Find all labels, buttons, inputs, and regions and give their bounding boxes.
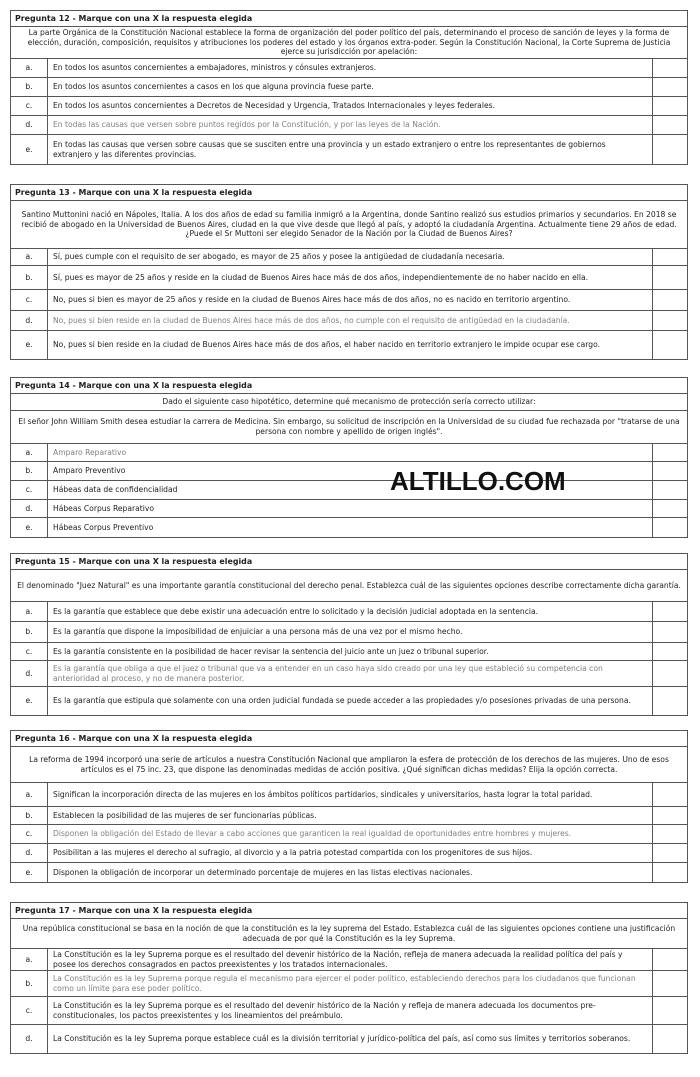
question-statement: El señor John William Smith desea estudiar la carrera de Medicina. Sin embargo, su solicitud de inscripción en la Universidad de su ciudad fue rechazada por "tratarse de una persona con nombre y apellido de origen inglés". <box>11 411 687 444</box>
option-text: En todos los asuntos concernientes a Decretos de Necesidad y Urgencia, Tratados Internacionales y leyes federales. <box>48 97 653 115</box>
option-text: Amparo Preventivo <box>48 462 653 480</box>
answer-option[interactable] <box>11 135 687 164</box>
answer-option[interactable] <box>11 1025 687 1053</box>
answer-checkbox[interactable] <box>653 116 687 134</box>
answer-option[interactable] <box>11 807 687 825</box>
option-letter: e. <box>11 135 48 164</box>
answer-option[interactable] <box>11 622 687 643</box>
altillo-watermark: ALTILLO.COM <box>390 466 566 496</box>
answer-option[interactable] <box>11 783 687 807</box>
option-text: La Constitución es la ley Suprema porque regula el mecanismo para ejercer el poder político, estableciendo derechos para los ciudadanos que funcionan como un límite para ese poder político. <box>48 971 653 996</box>
option-text: Es la garantía que obliga a que el juez o tribunal que va a entender en un caso haya sido creado por una ley que estableció su competencia con anterioridad al proceso, y no de manera posterior. <box>48 661 653 686</box>
option-text: Sí, pues cumple con el requisito de ser abogado, es mayor de 25 años y posee la antigüedad de ciudadanía necesaria. <box>48 249 653 265</box>
answer-checkbox[interactable] <box>653 462 687 480</box>
option-text: Es la garantía que establece que debe existir una adecuación entre lo solicitado y la decisión judicial adoptada en la sentencia. <box>48 602 653 621</box>
option-text: Hábeas data de confidencialidad <box>48 481 653 499</box>
option-letter: a. <box>11 444 48 461</box>
option-letter: b. <box>11 807 48 824</box>
question-block <box>10 184 688 360</box>
option-text: Significan la incorporación directa de las mujeres en los ámbitos políticos partidarios, sindicales y universitarios, hasta lograr la total paridad. <box>48 783 653 806</box>
answer-option[interactable] <box>11 602 687 622</box>
option-letter: b. <box>11 78 48 96</box>
answer-option[interactable] <box>11 825 687 844</box>
option-letter: b. <box>11 622 48 642</box>
option-letter: c. <box>11 97 48 115</box>
answer-option[interactable] <box>11 844 687 863</box>
answer-option[interactable] <box>11 462 687 481</box>
option-text: Hábeas Corpus Preventivo <box>48 518 653 537</box>
answer-option[interactable] <box>11 97 687 116</box>
option-text: La Constitución es la ley Suprema porque establece cuál es la división territorial y jurídico-política del país, así como sus límites y territorios soberanos. <box>48 1025 653 1053</box>
answer-option[interactable] <box>11 949 687 971</box>
answer-option[interactable] <box>11 661 687 687</box>
answer-checkbox[interactable] <box>653 97 687 115</box>
answer-option[interactable] <box>11 444 687 462</box>
question-block <box>10 553 688 716</box>
option-letter: d. <box>11 116 48 134</box>
answer-checkbox[interactable] <box>653 643 687 660</box>
answer-option[interactable] <box>11 518 687 537</box>
option-text: En todos los asuntos concernientes a embajadores, ministros y cónsules extranjeros. <box>48 59 653 77</box>
answer-checkbox[interactable] <box>653 971 687 996</box>
answer-checkbox[interactable] <box>653 949 687 970</box>
question-block <box>10 902 688 1054</box>
option-letter: d. <box>11 661 48 686</box>
answer-checkbox[interactable] <box>653 311 687 330</box>
option-letter: c. <box>11 997 48 1024</box>
option-text: Establecen la posibilidad de las mujeres de ser funcionarias públicas. <box>48 807 653 824</box>
option-text: Hábeas Corpus Reparativo <box>48 500 653 517</box>
option-text: Es la garantía que estipula que solamente con una orden judicial fundada se puede acceder a las propiedades y/o posesiones privadas de una persona. <box>48 687 653 715</box>
answer-checkbox[interactable] <box>653 622 687 642</box>
answer-checkbox[interactable] <box>653 863 687 882</box>
option-letter: d. <box>11 1025 48 1053</box>
question-title: Pregunta 15 - Marque con una X la respuesta elegida <box>11 554 687 570</box>
question-statement: La parte Orgánica de la Constitución Nacional establece la forma de organización del poder político del país, determinando el proceso de sanción de leyes y la forma de elección, duración, composición, requisitos y atribuciones los poderes del estado y los órganos extra-poder. Según la Constitución Nacional, la Corte Suprema de Justicia ejerce su jurisdicción por apelación: <box>11 27 687 59</box>
question-block <box>10 10 688 165</box>
question-statement: La reforma de 1994 incorporó una serie de artículos a nuestra Constitución Nacional que ampliaron la esfera de protección de los derechos de las mujeres. Uno de esos artículos es el 75 inc. 23, que dispone las denominadas medidas de acción positiva. ¿Qué significan dichas medidas? Elija la opción correcta. <box>11 747 687 783</box>
option-letter: c. <box>11 643 48 660</box>
answer-option[interactable] <box>11 249 687 266</box>
answer-checkbox[interactable] <box>653 825 687 843</box>
option-letter: d. <box>11 311 48 330</box>
answer-checkbox[interactable] <box>653 331 687 359</box>
answer-checkbox[interactable] <box>653 266 687 289</box>
option-text: Es la garantía que dispone la imposibilidad de enjuiciar a una persona más de una vez por el mismo hecho. <box>48 622 653 642</box>
answer-checkbox[interactable] <box>653 687 687 715</box>
question-block <box>10 377 688 538</box>
option-letter: e. <box>11 331 48 359</box>
option-text: Sí, pues es mayor de 25 años y reside en la ciudad de Buenos Aires hace más de dos años, independientemente de no haber nacido en ella. <box>48 266 653 289</box>
answer-checkbox[interactable] <box>653 518 687 537</box>
answer-checkbox[interactable] <box>653 78 687 96</box>
answer-checkbox[interactable] <box>653 481 687 499</box>
answer-checkbox[interactable] <box>653 444 687 461</box>
question-title: Pregunta 17 - Marque con una X la respuesta elegida <box>11 903 687 919</box>
answer-option[interactable] <box>11 971 687 997</box>
option-text: No, pues si bien reside en la ciudad de Buenos Aires hace más de dos años, el haber nacido en territorio extranjero le impide ocupar ese cargo. <box>48 331 653 359</box>
answer-checkbox[interactable] <box>653 997 687 1024</box>
question-statement: Dado el siguiente caso hipotético, determine qué mecanismo de protección sería correcto utilizar: <box>11 394 687 411</box>
answer-option[interactable] <box>11 500 687 518</box>
answer-option[interactable] <box>11 863 687 882</box>
question-statement: Santino Muttonini nació en Nápoles, Italia. A los dos años de edad su familia inmigró a la Argentina, donde Santino realizó sus estudios primarios y secundarios. En 2018 se recibió de abogado en la Universidad de Buenos Aires, ciudad en la que vive desde que llegó al país, y adoptó la ciudadanía Argentina. Actualmente tiene 29 años de edad. ¿Puede el Sr Muttoni ser elegido Senador de la Nación por la Ciudad de Buenos Aires? <box>11 201 687 249</box>
answer-option[interactable] <box>11 116 687 135</box>
option-text: No, pues si bien es mayor de 25 años y reside en la ciudad de Buenos Aires hace más de dos años, no es nacido en territorio argentino. <box>48 290 653 310</box>
answer-option[interactable] <box>11 311 687 331</box>
option-letter: b. <box>11 462 48 480</box>
option-letter: a. <box>11 249 48 265</box>
question-title: Pregunta 13 - Marque con una X la respuesta elegida <box>11 185 687 201</box>
option-letter: d. <box>11 500 48 517</box>
answer-option[interactable] <box>11 997 687 1025</box>
question-statement: Una república constitucional se basa en la noción de que la constitución es la ley suprema del Estado. Establezca cuál de las siguientes opciones contiene una justificación adecuada de por qué la Constitución es la ley Suprema. <box>11 919 687 949</box>
option-text: En todos los asuntos concernientes a casos en los que alguna provincia fuese parte. <box>48 78 653 96</box>
question-title: Pregunta 12 - Marque con una X la respuesta elegida <box>11 11 687 27</box>
answer-option[interactable] <box>11 266 687 290</box>
option-letter: a. <box>11 949 48 970</box>
option-letter: a. <box>11 602 48 621</box>
question-statement: El denominado "Juez Natural" es una importante garantía constitucional del derecho penal. Establezca cuál de las siguientes opciones describe correctamente dicha garantía. <box>11 570 687 602</box>
option-letter: c. <box>11 481 48 499</box>
question-block <box>10 730 688 883</box>
option-letter: b. <box>11 266 48 289</box>
answer-option[interactable] <box>11 290 687 311</box>
option-text: Disponen la obligación del Estado de llevar a cabo acciones que garanticen la real igualdad de oportunidades entre hombres y mujeres. <box>48 825 653 843</box>
answer-checkbox[interactable] <box>653 249 687 265</box>
answer-checkbox[interactable] <box>653 783 687 806</box>
option-text: Disponen la obligación de incorporar un determinado porcentaje de mujeres en las listas electivas nacionales. <box>48 863 653 882</box>
option-text: La Constitución es la ley Suprema porque es el resultado del devenir histórico de la Nación, refleja de manera adecuada la realidad política del país y posee los derechos consagrados en pactos preexistentes y los tratados internacionales. <box>48 949 653 970</box>
option-letter: b. <box>11 971 48 996</box>
option-letter: c. <box>11 290 48 310</box>
answer-checkbox[interactable] <box>653 807 687 824</box>
option-letter: a. <box>11 59 48 77</box>
answer-option[interactable] <box>11 59 687 78</box>
option-letter: c. <box>11 825 48 843</box>
option-text: En todas las causas que versen sobre puntos regidos por la Constitución, y por las leyes de la Nación. <box>48 116 653 134</box>
option-letter: a. <box>11 783 48 806</box>
answer-option[interactable] <box>11 643 687 661</box>
question-title: Pregunta 14 - Marque con una X la respuesta elegida <box>11 378 687 394</box>
answer-checkbox[interactable] <box>653 135 687 164</box>
answer-checkbox[interactable] <box>653 1025 687 1053</box>
option-text: Posibilitan a las mujeres el derecho al sufragio, al divorcio y a la patria potestad compartida con los progenitores de sus hijos. <box>48 844 653 862</box>
option-text: No, pues si bien reside en la ciudad de Buenos Aires hace más de dos años, no cumple con el requisito de antigüedad en la ciudadanía. <box>48 311 653 330</box>
answer-checkbox[interactable] <box>653 602 687 621</box>
option-letter: e. <box>11 687 48 715</box>
question-title: Pregunta 16 - Marque con una X la respuesta elegida <box>11 731 687 747</box>
option-text: La Constitución es la ley Suprema porque es el resultado del devenir histórico de la Nación y refleja de manera adecuada los documentos pre-constitucionales, los pactos preexistentes y los lineamientos del preámbulo. <box>48 997 653 1024</box>
option-text: Es la garantía consistente en la posibilidad de hacer revisar la sentencia del juicio ante un juez o tribunal superior. <box>48 643 653 660</box>
option-text: Amparo Reparativo <box>48 444 653 461</box>
option-letter: e. <box>11 863 48 882</box>
answer-option[interactable] <box>11 331 687 359</box>
answer-checkbox[interactable] <box>653 290 687 310</box>
option-letter: e. <box>11 518 48 537</box>
option-text: En todas las causas que versen sobre causas que se susciten entre una provincia y un estado extranjero o entre los representantes de gobiernos extranjero y las diferentes provincias. <box>48 135 653 164</box>
answer-option[interactable] <box>11 78 687 97</box>
option-letter: d. <box>11 844 48 862</box>
answer-checkbox[interactable] <box>653 661 687 686</box>
answer-checkbox[interactable] <box>653 844 687 862</box>
answer-checkbox[interactable] <box>653 500 687 517</box>
answer-checkbox[interactable] <box>653 59 687 77</box>
answer-option[interactable] <box>11 687 687 715</box>
answer-option[interactable] <box>11 481 687 500</box>
